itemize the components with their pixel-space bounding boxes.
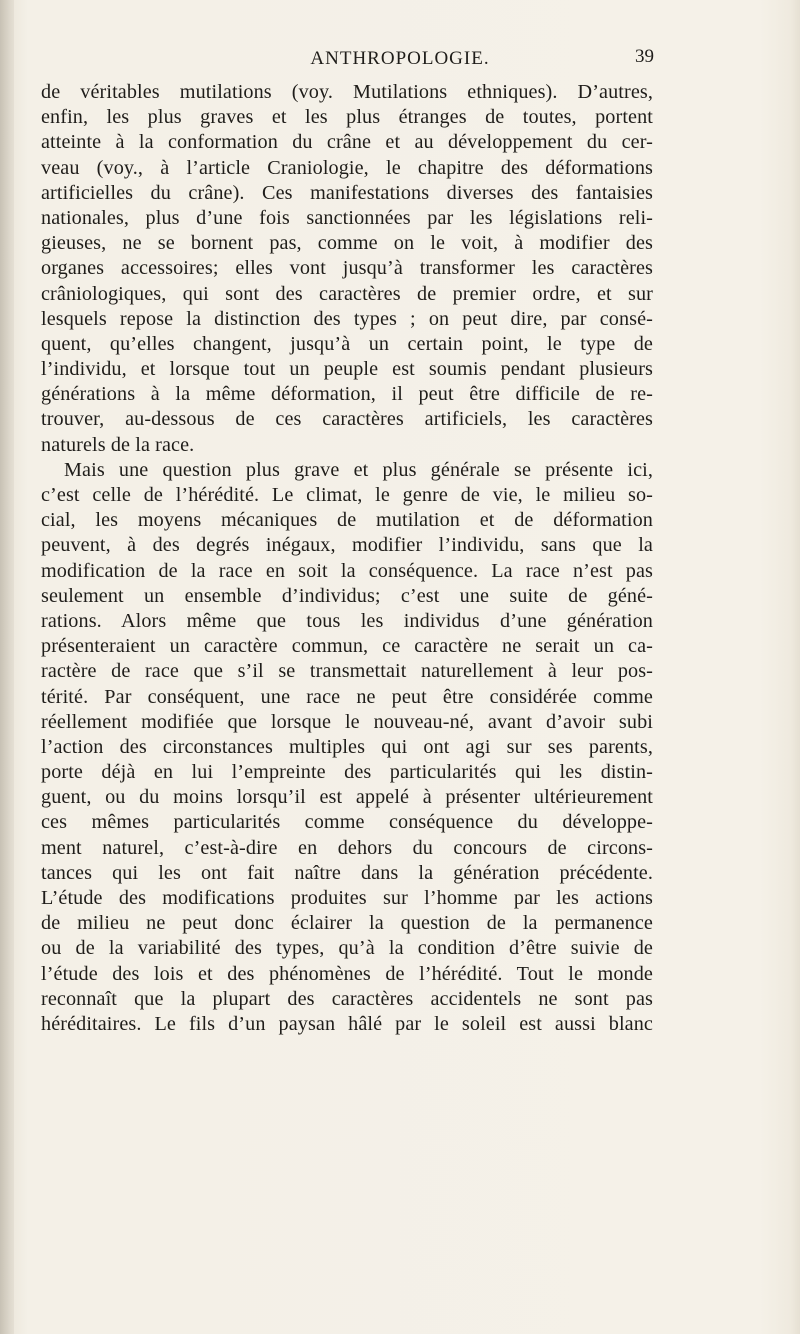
text-line: générations à la même déformation, il peut être difficile de re- [41, 383, 653, 406]
text-line: l’étude des lois et des phénomènes de l’hérédité. Tout le monde [41, 962, 653, 985]
text-line: l’individu, et lorsque tout un peuple est soumis pendant plusieurs [41, 358, 653, 381]
text-line: ces mêmes particularités comme conséquence du développe- [41, 811, 653, 834]
binding-shadow [0, 0, 14, 1334]
text-line: atteinte à la conformation du crâne et au développement du cer- [41, 131, 653, 154]
text-line: modification de la race en soit la conséquence. La race n’est pas [41, 559, 653, 582]
text-line: héréditaires. Le fils d’un paysan hâlé par le soleil est aussi blanc [41, 1012, 653, 1035]
text-line: rations. Alors même que tous les individus d’une génération [41, 609, 653, 632]
body-text [41, 80, 653, 1037]
text-line: veau (voy., à l’article Craniologie, le chapitre des déformations [41, 156, 653, 179]
text-line: lesquels repose la distinction des types ; on peut dire, par consé- [41, 307, 653, 330]
text-line: présenteraient un caractère commun, ce caractère ne serait un ca- [41, 635, 653, 658]
text-line: seulement un ensemble d’individus; c’est une suite de géné- [41, 584, 653, 607]
text-line: nationales, plus d’une fois sanctionnées par les législations reli- [41, 206, 653, 229]
text-line: térité. Par conséquent, une race ne peut être considérée comme [41, 685, 653, 708]
text-line: cial, les moyens mécaniques de mutilation et de déformation [41, 509, 653, 532]
text-line: artificielles du crâne). Ces manifestations diverses des fantaisies [41, 181, 653, 204]
text-line: gieuses, ne se bornent pas, comme on le voit, à modifier des [41, 232, 653, 255]
text-line: de véritables mutilations (voy. Mutilations ethniques). D’autres, [41, 81, 653, 103]
text-line: ou de la variabilité des types, qu’à la condition d’être suivie de [41, 937, 653, 960]
text-line: ment naturel, c’est-à-dire en dehors du concours de circons- [41, 836, 653, 859]
text-line: organes accessoires; elles vont jusqu’à transformer les caractères [41, 257, 653, 280]
text-line: ractère de race que s’il se transmettait naturellement à leur pos- [41, 660, 653, 683]
text-line: naturels de la race. [41, 433, 195, 456]
text-line: reconnaît que la plupart des caractères accidentels ne sont pas [41, 987, 653, 1010]
text-line: de milieu ne peut donc éclairer la question de la permanence [41, 912, 653, 935]
text-line: trouver, au-dessous de ces caractères artificiels, les caractères [41, 408, 653, 431]
text-line: L’étude des modifications produites sur l’homme par les actions [41, 887, 653, 909]
text-line: porte déjà en lui l’empreinte des particularités qui les distin- [41, 761, 653, 784]
text-line: enfin, les plus graves et les plus étranges de toutes, portent [41, 106, 653, 129]
text-line: tances qui les ont fait naître dans la génération précédente. [41, 861, 653, 884]
text-line: l’action des circonstances multiples qui ont agi sur ses parents, [41, 735, 653, 758]
text-line: quent, qu’elles changent, jusqu’à un certain point, le type de [41, 332, 653, 355]
text-line: crâniologiques, qui sont des caractères de premier ordre, et sur [41, 282, 653, 305]
text-line: Mais une question plus grave et plus générale se présente ici, [64, 458, 653, 481]
text-line: réellement modifiée que lorsque le nouveau-né, avant d’avoir subi [41, 710, 653, 733]
text-line: guent, ou du moins lorsqu’il est appelé à présenter ultérieurement [41, 786, 653, 809]
text-line: peuvent, à des degrés inégaux, modifier l’individu, sans que la [41, 534, 653, 557]
running-title: ANTHROPOLOGIE. [310, 48, 490, 69]
text-line: c’est celle de l’hérédité. Le climat, le genre de vie, le milieu so- [41, 484, 653, 506]
page-number: 39 [635, 46, 654, 67]
